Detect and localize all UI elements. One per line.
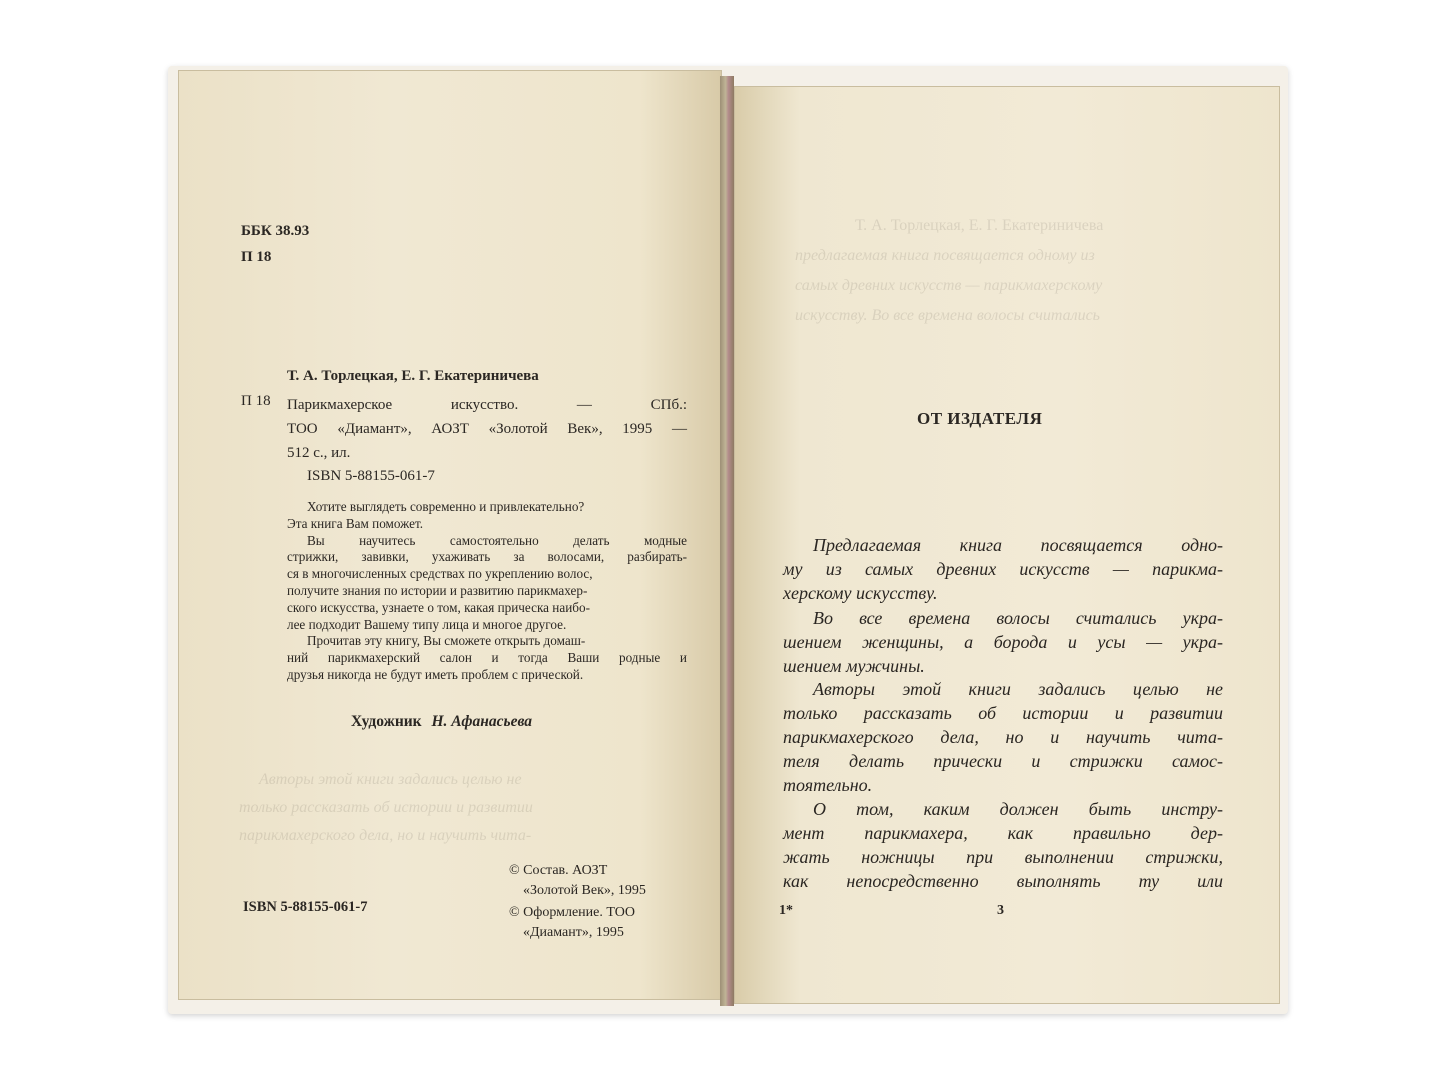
annotation-line: Хотите выглядеть современно и привлекательно?	[307, 499, 585, 514]
authors: Т. А. Торлецкая, Е. Г. Екатериничева	[287, 368, 539, 384]
bbk-code: ББК 38.93	[241, 223, 310, 239]
foreword-line: парикмахерского дела, но и научить чита-	[783, 727, 1223, 747]
foreword-line: херскому искусству.	[783, 583, 938, 603]
foreword-paragraph	[783, 797, 1223, 893]
foreword-line: жать ножницы при выполнении стрижки,	[783, 847, 1223, 867]
foreword-line: О том, каким должен быть инстру-	[813, 799, 1223, 819]
foreword-line: му из самых древних искусств — парикма-	[783, 559, 1223, 579]
entry-line: Парикмахерское искусство. — СПб.:	[287, 397, 687, 413]
annotation-line: ся в многочисленных средствах по укреплению волос,	[287, 566, 593, 582]
bottom-isbn: ISBN 5-88155-061-7	[243, 899, 368, 915]
annotation-line: ний парикмахерский салон и тогда Ваши родные и	[287, 650, 687, 666]
foreword-line: теля делать прически и стрижки самос-	[783, 751, 1223, 771]
annotation-line: стрижки, завивки, ухаживать за волосами, разбирать-	[287, 549, 687, 565]
foreword-paragraph	[783, 677, 1223, 797]
artist-name: Н. Афанасьева	[431, 713, 533, 730]
annotation-line: друзья никогда не будут иметь проблем с прической.	[287, 666, 584, 682]
copyright-line: «Диамант», 1995	[523, 925, 624, 940]
signature-mark: 1*	[779, 903, 793, 918]
foreword-line: тоятельно.	[783, 775, 873, 795]
annotation-line: Эта книга Вам поможет.	[287, 515, 424, 531]
entry-line: ТОО «Диамант», АОЗТ «Золотой Век», 1995 —	[287, 421, 687, 437]
foreword-line: как непосредственно выполнять ту или	[783, 871, 1223, 891]
copyright-design	[509, 903, 635, 943]
annotation	[287, 499, 687, 684]
annotation-line: лее подходит Вашему типу лица и многое другое.	[287, 616, 567, 632]
page-number: 3	[997, 903, 1004, 918]
foreword-line: шением мужчины.	[783, 656, 925, 676]
copyright-line: «Золотой Век», 1995	[523, 883, 646, 898]
copyright-line: © Состав. АОЗТ	[509, 863, 608, 878]
artist-credit	[351, 713, 532, 731]
copyright-line: © Оформление. ТОО	[509, 905, 635, 920]
foreword-line: Во все времена волосы считались укра-	[813, 608, 1223, 628]
artist-label: Художник	[351, 713, 422, 730]
copyright-compilation	[509, 861, 646, 901]
foreword-line: Авторы этой книги задались целью не	[813, 679, 1223, 699]
entry-isbn: ISBN 5-88155-061-7	[307, 468, 435, 484]
book-spine	[720, 76, 734, 1006]
annotation-line: Прочитав эту книгу, Вы сможете открыть домаш-	[307, 633, 586, 649]
entry-line: 512 с., ил.	[287, 445, 351, 461]
entry-code: П 18	[241, 393, 271, 409]
foreword-paragraph	[783, 606, 1223, 678]
foreword-line: мент парикмахера, как правильно дер-	[783, 823, 1223, 843]
section-heading: ОТ ИЗДАТЕЛЯ	[917, 409, 1043, 428]
catalog-code: П 18	[241, 249, 272, 265]
left-page: Авторы этой книги задались целью не только рассказать об истории и развитии парикмахерского дела, но и научить чита- ББК 38.93 П 18 Т. А. Торлецкая, Е. Г. Екатериничева П 18 Парикмахерское искусство. — СПб.: ТОО «Диамант», АОЗТ «Золотой Век», 1995 — 512 с., ил. ISBN 5-88155-061-7 Хотите выглядеть современно и привлекательно? Эта книга Вам поможет. Вы научитесь самостоятельно делать модные стрижки, завивки, ухаживать за волосами, разбирать- ся в многочисленных средствах по укреплению волос, получите знания по истории и развитию парикмахер- ского искусства, узнаете о том, какая прическа наибо- лее подходит Вашему типу лица и многое другое. Прочитав эту книгу, Вы сможете открыть домаш- ний парикмахерский салон и тогда Ваши родные и друзья никогда не будут иметь проблем с прической. Художник Н. Афанасьева © Состав. АОЗТ «Золотой Век», 1995 ISBN 5-88155-061-7 © Оформление. ТОО «Диамант», 1995	[178, 70, 722, 1000]
annotation-line: Вы научитесь самостоятельно делать модные	[307, 532, 687, 548]
right-page: Т. А. Торлецкая, Е. Г. Екатериничева предлагаемая книга посвящается одному из самых древних искусств — парикмахерскому искусству. Во все времена волосы считались ОТ ИЗДАТЕЛЯ Предлагаемая книга посвящается одно- му из самых древних искусств — парикма- херскому искусству. Во все времена волосы считались укра- шением женщины, а борода и усы — укра- шением мужчины. Авторы этой книги задались целью не только рассказать об истории и развитии парикмахерского дела, но и научить чита- теля делать прически и стрижки самос- тоятельно. О том, каким должен быть инстру- мент парикмахера, как правильно дер- жать ножницы при выполнении стрижки, как непосредственно выполнять ту или 1* 3	[734, 86, 1280, 1004]
open-book	[168, 66, 1288, 1014]
foreword-line: шением женщины, а борода и усы — укра-	[783, 632, 1223, 652]
foreword-paragraph	[783, 533, 1223, 605]
annotation-line: получите знания по истории и развитию парикмахер-	[287, 582, 588, 598]
foreword-line: Предлагаемая книга посвящается одно-	[813, 535, 1223, 555]
bibliographic-entry	[287, 393, 687, 465]
foreword-line: только рассказать об истории и развитии	[783, 703, 1223, 723]
annotation-line: ского искусства, узнаете о том, какая прическа наибо-	[287, 599, 590, 615]
